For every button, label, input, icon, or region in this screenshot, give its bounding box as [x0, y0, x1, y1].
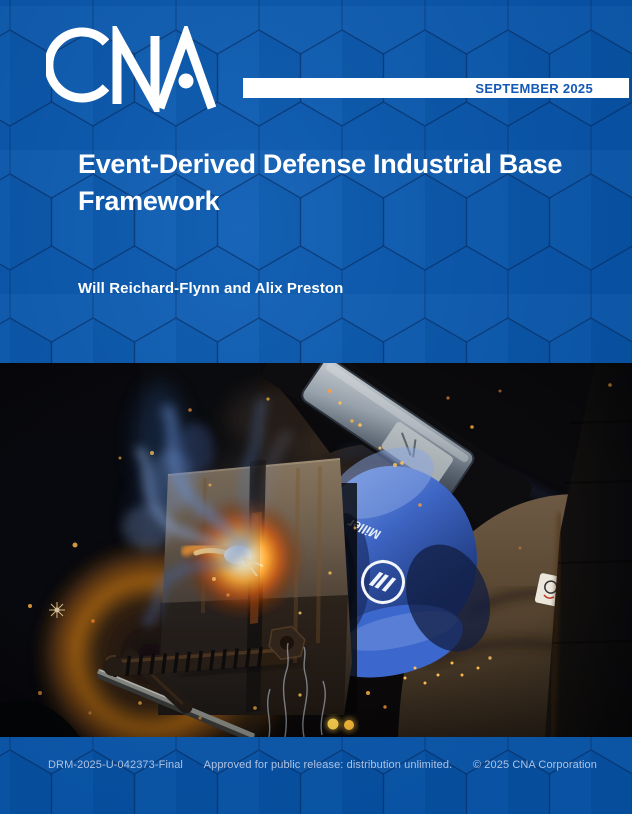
- date-band: [243, 78, 629, 98]
- date-label: SEPTEMBER 2025: [475, 80, 593, 96]
- cover-photo: [0, 363, 632, 737]
- copyright-notice: © 2025 CNA Corporation: [472, 759, 597, 771]
- distribution-statement: Approved for public release: distribution unlimited.: [203, 759, 453, 771]
- cna-logo: [46, 26, 216, 112]
- report-authors: Will Reichard-Flynn and Alix Preston: [78, 280, 344, 297]
- document-number: DRM-2025-U-042373-Final: [48, 759, 183, 771]
- cover-footer: [0, 752, 632, 778]
- report-title: Event-Derived Defense Industrial Base Framework: [78, 149, 563, 216]
